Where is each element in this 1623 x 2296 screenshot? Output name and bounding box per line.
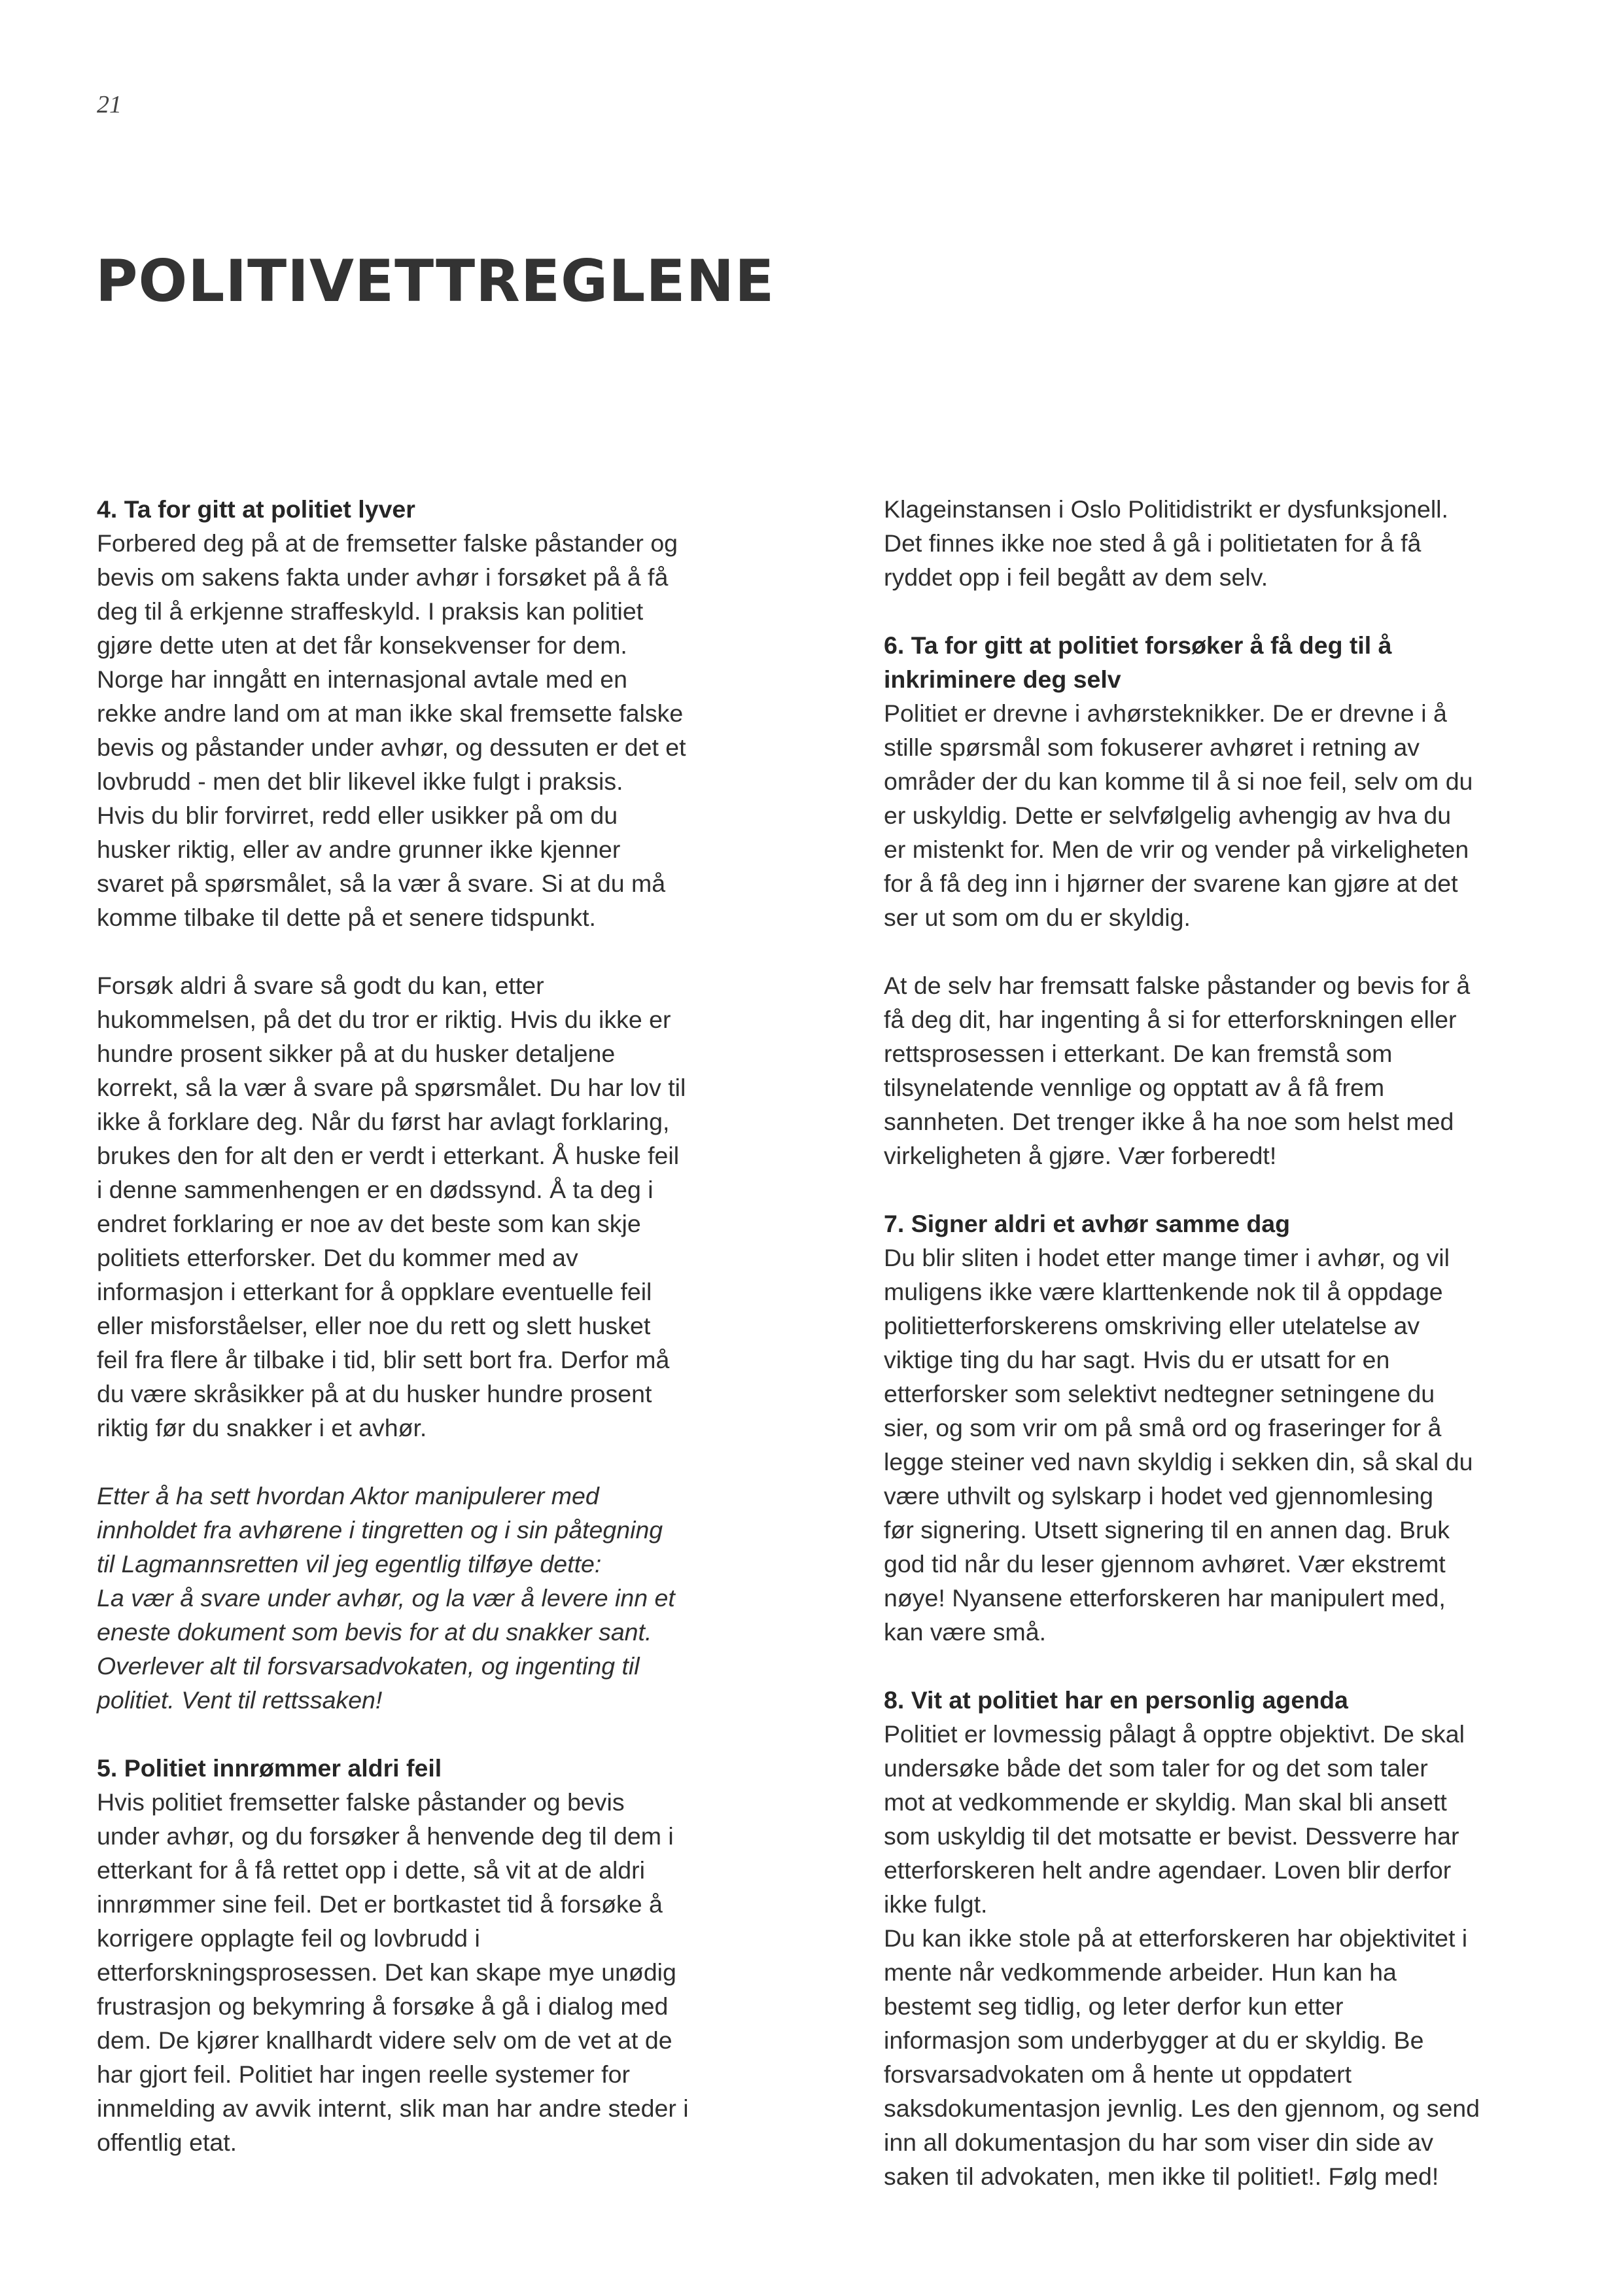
text-line: La vær å svare under avhør, og la vær å levere inn et	[97, 1584, 675, 1612]
text-line: tilsynelatende vennlige og opptatt av å få frem	[884, 1074, 1385, 1101]
text-line: etterkant for å få rettet opp i dette, så vit at de aldri	[97, 1856, 645, 1884]
text-line: god tid når du leser gjennom avhøret. Vær ekstremt	[884, 1550, 1446, 1578]
text-line: undersøke både det som taler for og det som taler	[884, 1754, 1428, 1782]
text-line: svaret på spørsmålet, så la vær å svare. Si at du må	[97, 870, 666, 897]
text-line: endret forklaring er noe av det beste som kan skje	[97, 1210, 641, 1237]
text-line: At de selv har fremsatt falske påstander og bevis for å	[884, 972, 1471, 999]
text-line: Hvis du blir forvirret, redd eller usikker på om du	[97, 802, 618, 829]
text-line: etterforsker som selektivt nedtegner setningene du	[884, 1380, 1435, 1407]
text-line: Hvis politiet fremsetter falske påstander og bevis	[97, 1788, 625, 1816]
text-line: ryddet opp i feil begått av dem selv.	[884, 563, 1268, 591]
text-line: ikke fulgt.	[884, 1890, 988, 1918]
text-line: forsvarsadvokaten om å hente ut oppdatert	[884, 2060, 1352, 2088]
text-line: hukommelsen, på det du tror er riktig. Hvis du ikke er	[97, 1006, 671, 1033]
text-line: Politiet er lovmessig pålagt å opptre objektivt. De skal	[884, 1720, 1465, 1748]
text-line: mente når vedkommende arbeider. Hun kan ha	[884, 1958, 1397, 1986]
text-line: som uskyldig til det motsatte er bevist. Dessverre har	[884, 1822, 1459, 1850]
text-line: Du kan ikke stole på at etterforskeren har objektivitet i	[884, 1924, 1468, 1952]
text-line: sannheten. Det trenger ikke å ha noe som helst med	[884, 1108, 1454, 1135]
text-line: sier, og som vrir om på små ord og fraseringer for å	[884, 1414, 1442, 1441]
text-line: offentlig etat.	[97, 2128, 237, 2156]
text-line: bestemt seg tidlig, og leter derfor kun etter	[884, 1992, 1344, 2020]
text-line: feil fra flere år tilbake i tid, blir sett bort fra. Derfor må	[97, 1346, 670, 1373]
text-line: muligens ikke være klarttenkende nok til å oppdage	[884, 1278, 1443, 1305]
paragraph-gap	[884, 934, 1541, 968]
text-line: hundre prosent sikker på at du husker detaljene	[97, 1040, 616, 1067]
paragraph-gap	[97, 934, 754, 968]
text-line: er uskyldig. Dette er selvfølgelig avhengig av hva du	[884, 802, 1452, 829]
text-line: korrekt, så la vær å svare på spørsmålet. Du har lov til	[97, 1074, 686, 1101]
text-line: riktig før du snakker i et avhør.	[97, 1414, 427, 1441]
text-line: stille spørsmål som fokuserer avhøret i retning av	[884, 733, 1420, 761]
section-heading: inkriminere deg selv	[884, 665, 1121, 693]
text-line: komme tilbake til dette på et senere tidspunkt.	[97, 904, 596, 931]
text-line: virkeligheten å gjøre. Vær forberedt!	[884, 1142, 1277, 1169]
text-line: rettsprosessen i etterkant. De kan fremstå som	[884, 1040, 1393, 1067]
text-line: ikke å forklare deg. Når du først har avlagt forklaring,	[97, 1108, 670, 1135]
text-line: dem. De kjører knallhardt videre selv om de vet at de	[97, 2026, 672, 2054]
text-line: Forbered deg på at de fremsetter falske påstander og	[97, 529, 678, 557]
text-line: saksdokumentasjon jevnlig. Les den gjennom, og send	[884, 2094, 1480, 2122]
text-line: bevis om sakens fakta under avhør i forsøket på å få	[97, 563, 669, 591]
text-line: bevis og påstander under avhør, og dessuten er det et	[97, 733, 686, 761]
text-line: være uthvilt og sylskarp i hodet ved gjennomlesing	[884, 1482, 1434, 1510]
text-line: politiet. Vent til rettssaken!	[97, 1686, 383, 1714]
text-line: gjøre dette uten at det får konsekvenser for dem.	[97, 631, 627, 659]
text-line: legge steiner ved navn skyldig i sekken din, så skal du	[884, 1448, 1473, 1475]
text-line: under avhør, og du forsøker å henvende deg til dem i	[97, 1822, 674, 1850]
text-line: informasjon som underbygger at du er skyldig. Be	[884, 2026, 1424, 2054]
section-heading: 7. Signer aldri et avhør samme dag	[884, 1210, 1291, 1237]
text-line: korrigere opplagte feil og lovbrudd i	[97, 1924, 480, 1952]
text-line: etterforskeren helt andre agendaer. Loven blir derfor	[884, 1856, 1452, 1884]
text-line: husker riktig, eller av andre grunner ikke kjenner	[97, 836, 621, 863]
left-column	[97, 492, 754, 2159]
paragraph-gap	[884, 1173, 1541, 1207]
text-line: nøye! Nyansene etterforskeren har manipulert med,	[884, 1584, 1446, 1612]
text-line: Politiet er drevne i avhørsteknikker. De er drevne i å	[884, 699, 1447, 727]
text-line: etterforskningsprosessen. Det kan skape mye unødig	[97, 1958, 676, 1986]
right-column	[884, 492, 1541, 2193]
text-line: har gjort feil. Politiet har ingen reelle systemer for	[97, 2060, 630, 2088]
text-line: Forsøk aldri å svare så godt du kan, etter	[97, 972, 544, 999]
text-line: politiets etterforsker. Det du kommer med av	[97, 1244, 578, 1271]
text-line: kan være små.	[884, 1618, 1046, 1646]
section-heading: 4. Ta for gitt at politiet lyver	[97, 495, 415, 523]
paragraph-gap	[884, 1649, 1541, 1683]
text-line: innmelding av avvik internt, slik man har andre steder i	[97, 2094, 689, 2122]
text-line: brukes den for alt den er verdt i etterkant. Å huske feil	[97, 1142, 680, 1169]
paragraph-gap	[97, 1445, 754, 1479]
text-line: politietterforskerens omskriving eller utelatelse av	[884, 1312, 1420, 1339]
text-line: Klageinstansen i Oslo Politidistrikt er dysfunksjonell.	[884, 495, 1448, 523]
text-line: informasjon i etterkant for å oppklare eventuelle feil	[97, 1278, 652, 1305]
text-line: viktige ting du har sagt. Hvis du er utsatt for en	[884, 1346, 1390, 1373]
text-line: ser ut som om du er skyldig.	[884, 904, 1191, 931]
text-line: du være skråsikker på at du husker hundre prosent	[97, 1380, 652, 1407]
paragraph-gap	[884, 594, 1541, 628]
text-line: i denne sammenhengen er en dødssynd. Å ta deg i	[97, 1176, 654, 1203]
text-line: innholdet fra avhørene i tingretten og i sin påtegning	[97, 1516, 663, 1544]
text-line: inn all dokumentasjon du har som viser din side av	[884, 2128, 1434, 2156]
section-heading: 8. Vit at politiet har en personlig agenda	[884, 1686, 1348, 1714]
text-line: Overlever alt til forsvarsadvokaten, og ingenting til	[97, 1652, 640, 1680]
section-heading: 5. Politiet innrømmer aldri feil	[97, 1754, 442, 1782]
text-line: før signering. Utsett signering til en annen dag. Bruk	[884, 1516, 1450, 1544]
text-line: lovbrudd - men det blir likevel ikke fulgt i praksis.	[97, 768, 623, 795]
text-line: til Lagmannsretten vil jeg egentlig tilføye dette:	[97, 1550, 602, 1578]
text-line: eneste dokument som bevis for at du snakker sant.	[97, 1618, 652, 1646]
section-heading: 6. Ta for gitt at politiet forsøker å få deg til å	[884, 631, 1392, 659]
text-line: få deg dit, har ingenting å si for etterforskningen eller	[884, 1006, 1457, 1033]
paragraph-gap	[97, 1717, 754, 1751]
text-line: Norge har inngått en internasjonal avtale med en	[97, 665, 627, 693]
text-line: frustrasjon og bekymring å forsøke å gå i dialog med	[97, 1992, 669, 2020]
text-line: Du blir sliten i hodet etter mange timer i avhør, og vil	[884, 1244, 1450, 1271]
text-line: innrømmer sine feil. Det er bortkastet tid å forsøke å	[97, 1890, 663, 1918]
text-line: områder der du kan komme til å si noe feil, selv om du	[884, 768, 1473, 795]
text-line: deg til å erkjenne straffeskyld. I praksis kan politiet	[97, 597, 644, 625]
page-title: POLITIVETTREGLENE	[96, 247, 775, 315]
text-line: eller misforståelser, eller noe du rett og slett husket	[97, 1312, 651, 1339]
text-line: for å få deg inn i hjørner der svarene kan gjøre at det	[884, 870, 1458, 897]
text-line: er mistenkt for. Men de vrir og vender på virkeligheten	[884, 836, 1469, 863]
text-line: Det finnes ikke noe sted å gå i politietaten for å få	[884, 529, 1422, 557]
text-line: saken til advokaten, men ikke til politiet!. Følg med!	[884, 2163, 1439, 2190]
text-line: Etter å ha sett hvordan Aktor manipulerer med	[97, 1482, 599, 1510]
page-number: 21	[97, 91, 122, 118]
text-line: mot at vedkommende er skyldig. Man skal bli ansett	[884, 1788, 1447, 1816]
text-line: rekke andre land om at man ikke skal fremsette falske	[97, 699, 684, 727]
